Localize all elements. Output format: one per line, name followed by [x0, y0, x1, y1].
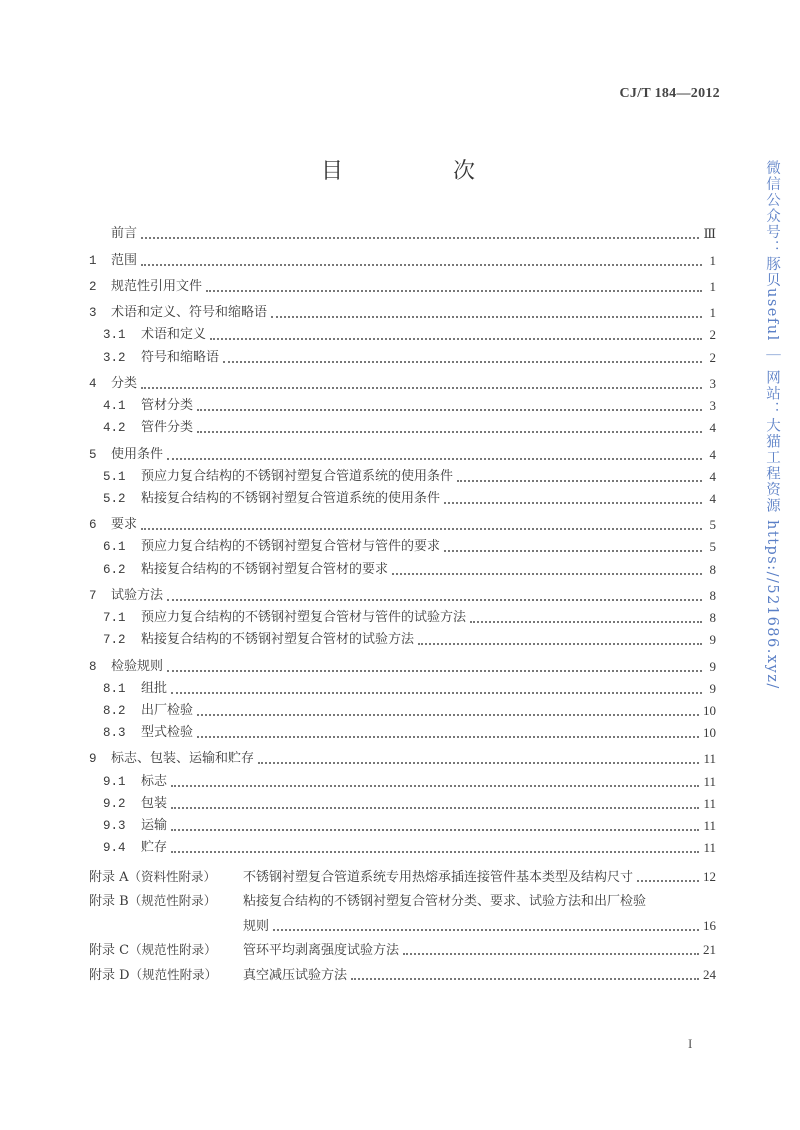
toc-entry[interactable] — [89, 790, 716, 812]
toc-entry-number: 6.1 — [103, 540, 126, 555]
dot-leader — [470, 621, 702, 623]
dot-leader — [444, 502, 702, 504]
toc-entry-page: 1 — [709, 278, 716, 294]
toc-entry-number: 8.1 — [103, 681, 126, 696]
toc-entry-number: 9 — [89, 752, 97, 767]
toc-entry-number: 2 — [89, 279, 97, 294]
toc-entry-page: 9 — [709, 680, 716, 696]
toc-entry-number: 4.2 — [103, 421, 126, 436]
toc-entry-label: 出厂检验 — [141, 702, 194, 718]
toc-entry-page: 10 — [703, 725, 716, 741]
toc-entry-page: 4 — [709, 420, 716, 436]
toc-entry-page: 4 — [709, 446, 716, 462]
page-number: I — [688, 1036, 693, 1051]
toc-entry-label: 标志 — [141, 773, 168, 789]
toc-entry-label: 管材分类 — [141, 398, 194, 414]
toc-entry[interactable] — [89, 271, 716, 295]
dot-leader — [141, 528, 702, 530]
appendix-page: 12 — [703, 868, 716, 884]
toc-entry-number: 9.1 — [103, 774, 126, 789]
toc-entry[interactable] — [89, 368, 716, 392]
toc-entry[interactable] — [89, 834, 716, 856]
toc-entry[interactable] — [89, 767, 716, 789]
toc-entry-page: 10 — [703, 702, 716, 718]
toc-entry-label: 符号和缩略语 — [141, 349, 220, 365]
dot-leader — [197, 409, 702, 411]
dot-leader — [258, 762, 699, 764]
dot-leader — [197, 714, 699, 716]
toc-entry[interactable] — [89, 675, 716, 697]
toc-entry[interactable] — [89, 580, 716, 604]
dot-leader — [197, 431, 702, 433]
toc-entry-page: 1 — [709, 305, 716, 321]
appendix-entry-continuation[interactable] — [89, 909, 716, 934]
toc-entry-label: 粘接复合结构的不锈钢衬塑复合管道系统的使用条件 — [141, 490, 441, 506]
toc-entry-number: 1 — [89, 253, 97, 268]
toc-entry-page: 8 — [709, 561, 716, 577]
toc-entry-label: 范围 — [111, 252, 138, 268]
appendix-list — [89, 860, 716, 983]
toc-entry-label: 术语和定义 — [141, 327, 207, 343]
dot-leader — [418, 643, 702, 645]
toc-entry-page: 2 — [709, 349, 716, 365]
appendix-page: 21 — [703, 942, 716, 958]
toc-entry-number: 5 — [89, 447, 97, 462]
toc-entry-label: 使用条件 — [111, 446, 164, 462]
dot-leader — [171, 851, 699, 853]
dot-leader — [223, 361, 702, 363]
toc-entry-number: 7.2 — [103, 633, 126, 648]
toc-entry-page: 3 — [709, 375, 716, 391]
appendix-key: 附录 B（规范性附录） — [89, 893, 217, 910]
toc-entry-number: 9.2 — [103, 796, 126, 811]
toc-entry-number: 8.2 — [103, 703, 126, 718]
toc-entry[interactable] — [89, 343, 716, 365]
dot-leader — [167, 599, 702, 601]
toc-entry-label: 粘接复合结构的不锈钢衬塑复合管材的试验方法 — [141, 632, 415, 648]
toc-entry-page: 5 — [709, 539, 716, 555]
toc-entry-number: 7 — [89, 588, 97, 603]
dot-leader — [210, 338, 702, 340]
appendix-key: 附录 A（资料性附录） — [89, 868, 217, 885]
dot-leader — [271, 316, 702, 318]
toc-entry-page: 8 — [709, 587, 716, 603]
toc-entry-number: 6.2 — [103, 562, 126, 577]
dot-leader — [171, 785, 699, 787]
toc-entry-page: 11 — [703, 773, 716, 789]
appendix-entry[interactable] — [89, 860, 716, 885]
toc-entry-number: 8.3 — [103, 726, 126, 741]
toc-entry-page: 8 — [709, 610, 716, 626]
appendix-entry[interactable] — [89, 958, 716, 983]
dot-leader — [206, 290, 702, 292]
toc-entry-number: 3.1 — [103, 328, 126, 343]
toc-entry-label: 运输 — [141, 817, 168, 833]
dot-leader — [167, 670, 702, 672]
toc-entry-label: 规范性引用文件 — [111, 278, 203, 294]
appendix-key: 附录 C（规范性附录） — [89, 942, 217, 959]
table-of-contents — [89, 216, 716, 983]
toc-entry-number: 4.1 — [103, 399, 126, 414]
dot-leader — [197, 736, 699, 738]
appendix-label-continuation: 规则 — [243, 918, 270, 934]
toc-entry[interactable] — [89, 604, 716, 626]
toc-entry-page: 11 — [703, 795, 716, 811]
dot-leader — [273, 929, 699, 931]
toc-entry-page: Ⅲ — [703, 226, 716, 242]
toc-entry-page: 1 — [709, 252, 716, 268]
watermark-text: 微信公众号：豚贝useful ｜ 网站：大猫工程资源 https://521686.xyz/ — [764, 160, 780, 690]
appendix-page: 16 — [703, 917, 716, 933]
toc-entry[interactable] — [89, 218, 716, 242]
dot-leader — [171, 807, 699, 809]
toc-entry-page: 11 — [703, 751, 716, 767]
toc-entry[interactable] — [89, 244, 716, 268]
toc-entry[interactable] — [89, 719, 716, 741]
toc-entry[interactable] — [89, 438, 716, 462]
toc-entry[interactable] — [89, 463, 716, 485]
toc-entry-number: 5.2 — [103, 491, 126, 506]
toc-entry-label: 粘接复合结构的不锈钢衬塑复合管材的要求 — [141, 561, 389, 577]
toc-entry-page: 4 — [709, 468, 716, 484]
toc-entry-label: 分类 — [111, 375, 138, 391]
toc-entry[interactable] — [89, 743, 716, 767]
toc-entry-label: 标志、包装、运输和贮存 — [111, 751, 255, 767]
toc-entry[interactable] — [89, 392, 716, 414]
standard-code: CJ/T 184—2012 — [619, 86, 720, 101]
toc-entry[interactable] — [89, 485, 716, 507]
dot-leader — [171, 829, 699, 831]
toc-entry-label: 预应力复合结构的不锈钢衬塑复合管材与管件的试验方法 — [141, 610, 467, 626]
toc-entry-label: 贮存 — [141, 840, 168, 856]
toc-entry[interactable] — [89, 626, 716, 648]
toc-entry-label: 组批 — [141, 680, 168, 696]
toc-entry[interactable] — [89, 812, 716, 834]
toc-entry[interactable] — [89, 650, 716, 674]
appendix-label: 不锈钢衬塑复合管道系统专用热熔承插连接管件基本类型及结构尺寸 — [243, 869, 634, 885]
toc-entry-page: 9 — [709, 632, 716, 648]
toc-entry-page: 11 — [703, 840, 716, 856]
toc-entry-number: 7.1 — [103, 611, 126, 626]
appendix-entry[interactable] — [89, 934, 716, 959]
toc-entry-label: 管件分类 — [141, 420, 194, 436]
dot-leader — [167, 458, 702, 460]
toc-entry-number: 6 — [89, 518, 97, 533]
dot-leader — [403, 953, 699, 955]
toc-entry-page: 2 — [709, 327, 716, 343]
toc-entry-number: 9.3 — [103, 818, 126, 833]
appendix-key: 附录 D（规范性附录） — [89, 966, 218, 983]
appendix-label: 粘接复合结构的不锈钢衬塑复合管材分类、要求、试验方法和出厂检验 — [243, 894, 647, 910]
toc-entry-number: 5.1 — [103, 469, 126, 484]
toc-entry-page: 3 — [709, 398, 716, 414]
toc-entry[interactable] — [89, 555, 716, 577]
toc-entry-number: 9.4 — [103, 841, 126, 856]
toc-entry-number: 8 — [89, 659, 97, 674]
toc-entry-number: 3 — [89, 306, 97, 321]
appendix-label: 管环平均剥离强度试验方法 — [243, 943, 400, 959]
appendix-page: 24 — [703, 966, 716, 982]
toc-entry-label: 预应力复合结构的不锈钢衬塑复合管材与管件的要求 — [141, 539, 441, 555]
dot-leader — [141, 237, 699, 239]
toc-entry-page: 5 — [709, 517, 716, 533]
toc-entry-label: 型式检验 — [141, 725, 194, 741]
dot-leader — [457, 480, 702, 482]
page-title: 目 次 — [320, 159, 519, 184]
toc-entry-label: 预应力复合结构的不锈钢衬塑复合管道系统的使用条件 — [141, 468, 454, 484]
toc-entry[interactable] — [89, 297, 716, 321]
toc-entry[interactable] — [89, 509, 716, 533]
appendix-entry[interactable] — [89, 885, 716, 910]
toc-entry[interactable] — [89, 697, 716, 719]
toc-entry-label: 要求 — [111, 517, 138, 533]
toc-entry-page: 9 — [709, 658, 716, 674]
dot-leader — [637, 880, 699, 882]
toc-entry-page: 4 — [709, 490, 716, 506]
toc-entry-number: 3.2 — [103, 350, 126, 365]
toc-entry-label: 试验方法 — [111, 587, 164, 603]
toc-entry-page: 11 — [703, 817, 716, 833]
toc-entry[interactable] — [89, 321, 716, 343]
toc-entry-label: 包装 — [141, 795, 168, 811]
dot-leader — [392, 573, 702, 575]
toc-entry-label: 检验规则 — [111, 658, 164, 674]
toc-entry-label: 前言 — [111, 226, 138, 242]
toc-entry-number: 4 — [89, 376, 97, 391]
toc-entry[interactable] — [89, 414, 716, 436]
dot-leader — [171, 692, 702, 694]
dot-leader — [141, 387, 702, 389]
toc-entry[interactable] — [89, 533, 716, 555]
dot-leader — [141, 264, 702, 266]
dot-leader — [444, 550, 702, 552]
dot-leader — [351, 978, 699, 980]
appendix-label: 真空减压试验方法 — [243, 967, 348, 983]
toc-entry-label: 术语和定义、符号和缩略语 — [111, 305, 268, 321]
